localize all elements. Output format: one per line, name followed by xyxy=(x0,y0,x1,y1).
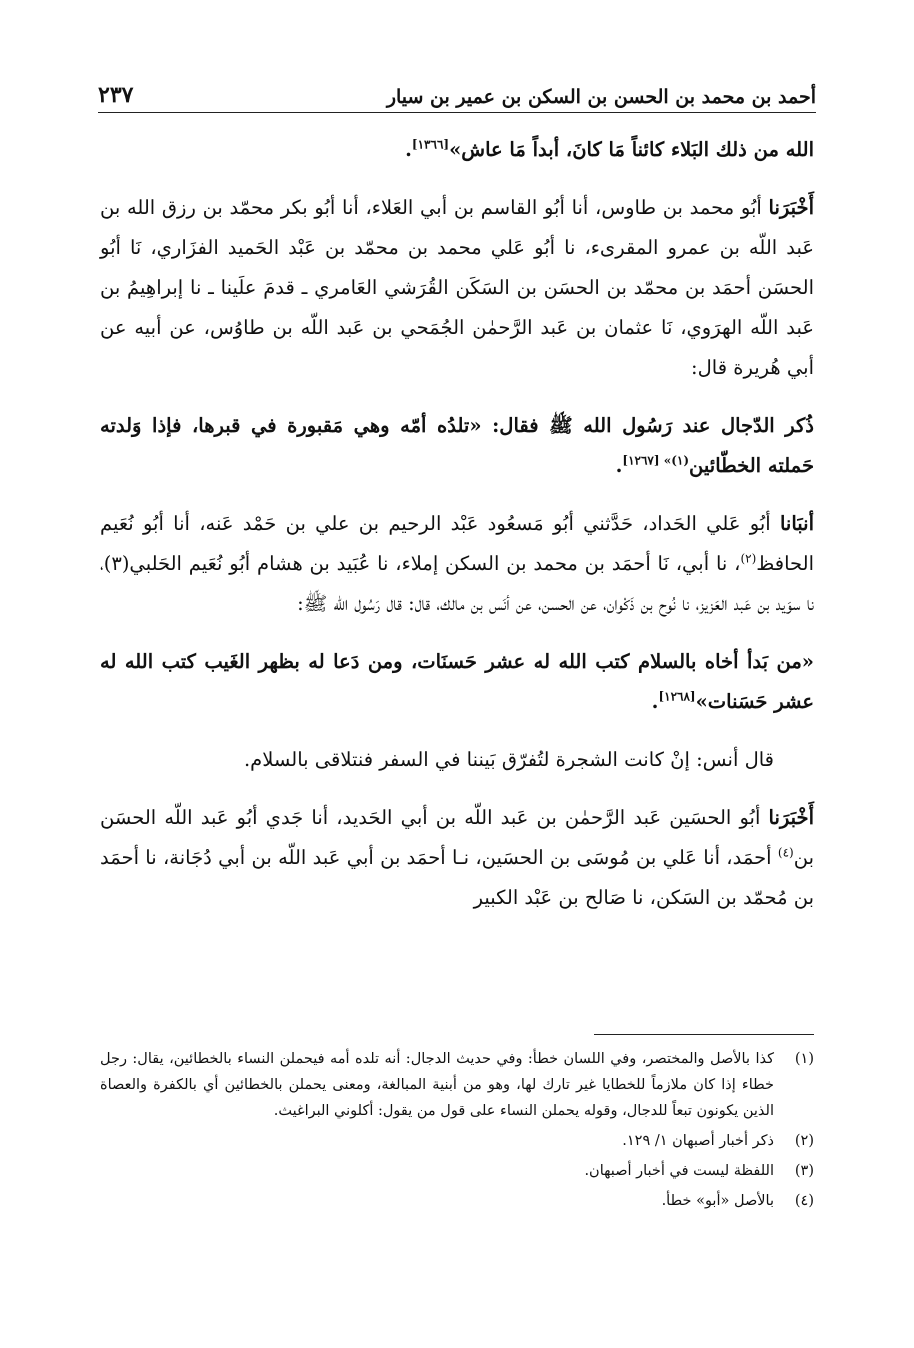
paragraph-text: الله من ذلك البَلاء كائناً مَا كانَ، أبداً مَا عاش» xyxy=(449,138,814,161)
narration-lead: أنبَانا xyxy=(779,512,814,535)
reference-mark: (٢) xyxy=(740,551,757,566)
paragraph-text: أبُو الحسَين عَبد الرَّحمٰن بن عَبد اللّه بن أبي الحَديد، أنا جَدي أبُو عَبد اللّه الحسَن بن xyxy=(100,806,814,869)
footnote xyxy=(100,1128,814,1154)
paragraph-text: أبُو عَلي الحَداد، حَدَّثني أبُو مَسعُود عَبْد الرحيم بن علي بن حَمْد عَنه، أنا أبُو نُعَيم الحافظ xyxy=(100,512,814,575)
main-text xyxy=(100,130,814,936)
paragraph xyxy=(100,798,814,918)
reference-mark: (١)» [١٢٦٧] xyxy=(622,453,690,468)
footnote-text: كذا بالأصل والمختصر، وفي اللسان خطأ: وفي حديث الدجال: أنه تلده أمه فيحملن النساء بالخطائين، يقال: رجل خطاء إذا كان ملازماً للخطايا غير تارك لها، وهو من أبنية المبالغة، ومعنى يحملن بالخطائين أي بالكفرة والعصاة الذين يكونون تبعاً للدجال، وقوله يحملن النساء على قول من يقول: أكلوني البراغيث. xyxy=(100,1051,774,1119)
paragraph xyxy=(100,406,814,486)
footnotes xyxy=(100,1046,814,1218)
narration-lead: أَخْبَرَنا xyxy=(768,196,814,219)
paragraph xyxy=(100,642,814,722)
reference-mark: [١٣٦٦] xyxy=(411,137,450,152)
paragraph-text: «من بَدأ أخاه بالسلام كتب الله له عشر حَسنَات، ومن دَعا له بظهر الغَيب كتب الله له عشر حَسَنات» xyxy=(100,650,814,713)
paragraph-text: قال أنس: إنْ كانت الشجرة لتُفرّق بَيننا في السفر فنتلاقى بالسلام. xyxy=(243,748,774,771)
paragraph xyxy=(100,740,814,780)
paragraph-tail: أحمَد، أنا عَلي بن مُوسَى بن الحسَين، نـا أحمَد بن أبي عَبد اللّه بن أبي دُجَانة، نا أحمَد بن مُحمّد بن السَكن، نا صَالح بن عَبْد الكبير xyxy=(100,846,814,909)
paragraph-tail: ، نا أبي، نَا أحمَد بن محمد بن السكن إملاء، نا عُبَيد بن هشام أبُو نُعَيم الحَلبي(٣)، نا سوَيد بن عَبد العَزيز، نا نُوح بن ذَكْوان، عن الحسن، عن أنَس بن مالك، قال: قال رَسُول الله ﷺ: xyxy=(100,552,814,615)
footnote xyxy=(100,1158,814,1184)
footnote-text: اللفظة ليست في أخبار أصبهان. xyxy=(584,1163,774,1179)
paragraph-text: أبُو محمد بن طاوس، أنا أبُو القاسم بن أبي العَلاء، أنا أبُو بكر محمّد بن رزق الله بن عَبد اللّه بن عمرو المقرىء، نا أبُو عَلي محمد بن محمّد بن عَبْد الحَميد الفزَاري، نَا أبُو الحسَن أحمَد بن محمّد بن الحسَن بن السَكَن القُرَشي العَامري ـ قدمَ علَينا ـ نا إبراهِيمُ بن عَبد اللّه الهرَوي، نَا عثمان بن عَبد الرَّحمٰن الجُمَحي بن عَبد اللّه بن طاوُس، عن أبيه عن أبي هُريرة قال: xyxy=(100,196,814,379)
footnote-number: (٢) xyxy=(794,1133,814,1149)
paragraph-tail: . xyxy=(405,138,412,161)
running-header xyxy=(98,74,816,113)
footnote-number: (٣) xyxy=(794,1163,814,1179)
page-number: ٢٣٧ xyxy=(98,82,134,108)
footnote-number: (٤) xyxy=(794,1193,814,1209)
footnote-text: بالأصل «أبو» خطأ. xyxy=(661,1193,774,1209)
footnote-separator xyxy=(594,1034,814,1035)
footnote xyxy=(100,1046,814,1124)
narration-lead: أَخْبَرَنا xyxy=(768,806,814,829)
paragraph-tail: . xyxy=(651,690,659,713)
reference-mark: [١٢٦٨] xyxy=(658,689,696,704)
reference-mark: (٤) xyxy=(777,845,794,860)
paragraph xyxy=(100,188,814,388)
paragraph xyxy=(100,130,814,170)
footnote-text: ذكر أخبار أصبهان ١/ ١٢٩. xyxy=(622,1133,774,1149)
header-title: أحمد بن محمد بن الحسن بن السكن بن عمير بن سيار xyxy=(386,86,816,108)
footnote-number: (١) xyxy=(794,1051,814,1067)
paragraph-tail: . xyxy=(615,454,623,477)
paragraph-text: ذُكر الدّجال عند رَسُول الله ﷺ فقال: «تلدُه أمّه وهي مَقبورة في قبرها، فإذا وَلدته حَملته الخطّائين xyxy=(100,414,814,477)
paragraph xyxy=(100,504,814,624)
footnote xyxy=(100,1188,814,1214)
